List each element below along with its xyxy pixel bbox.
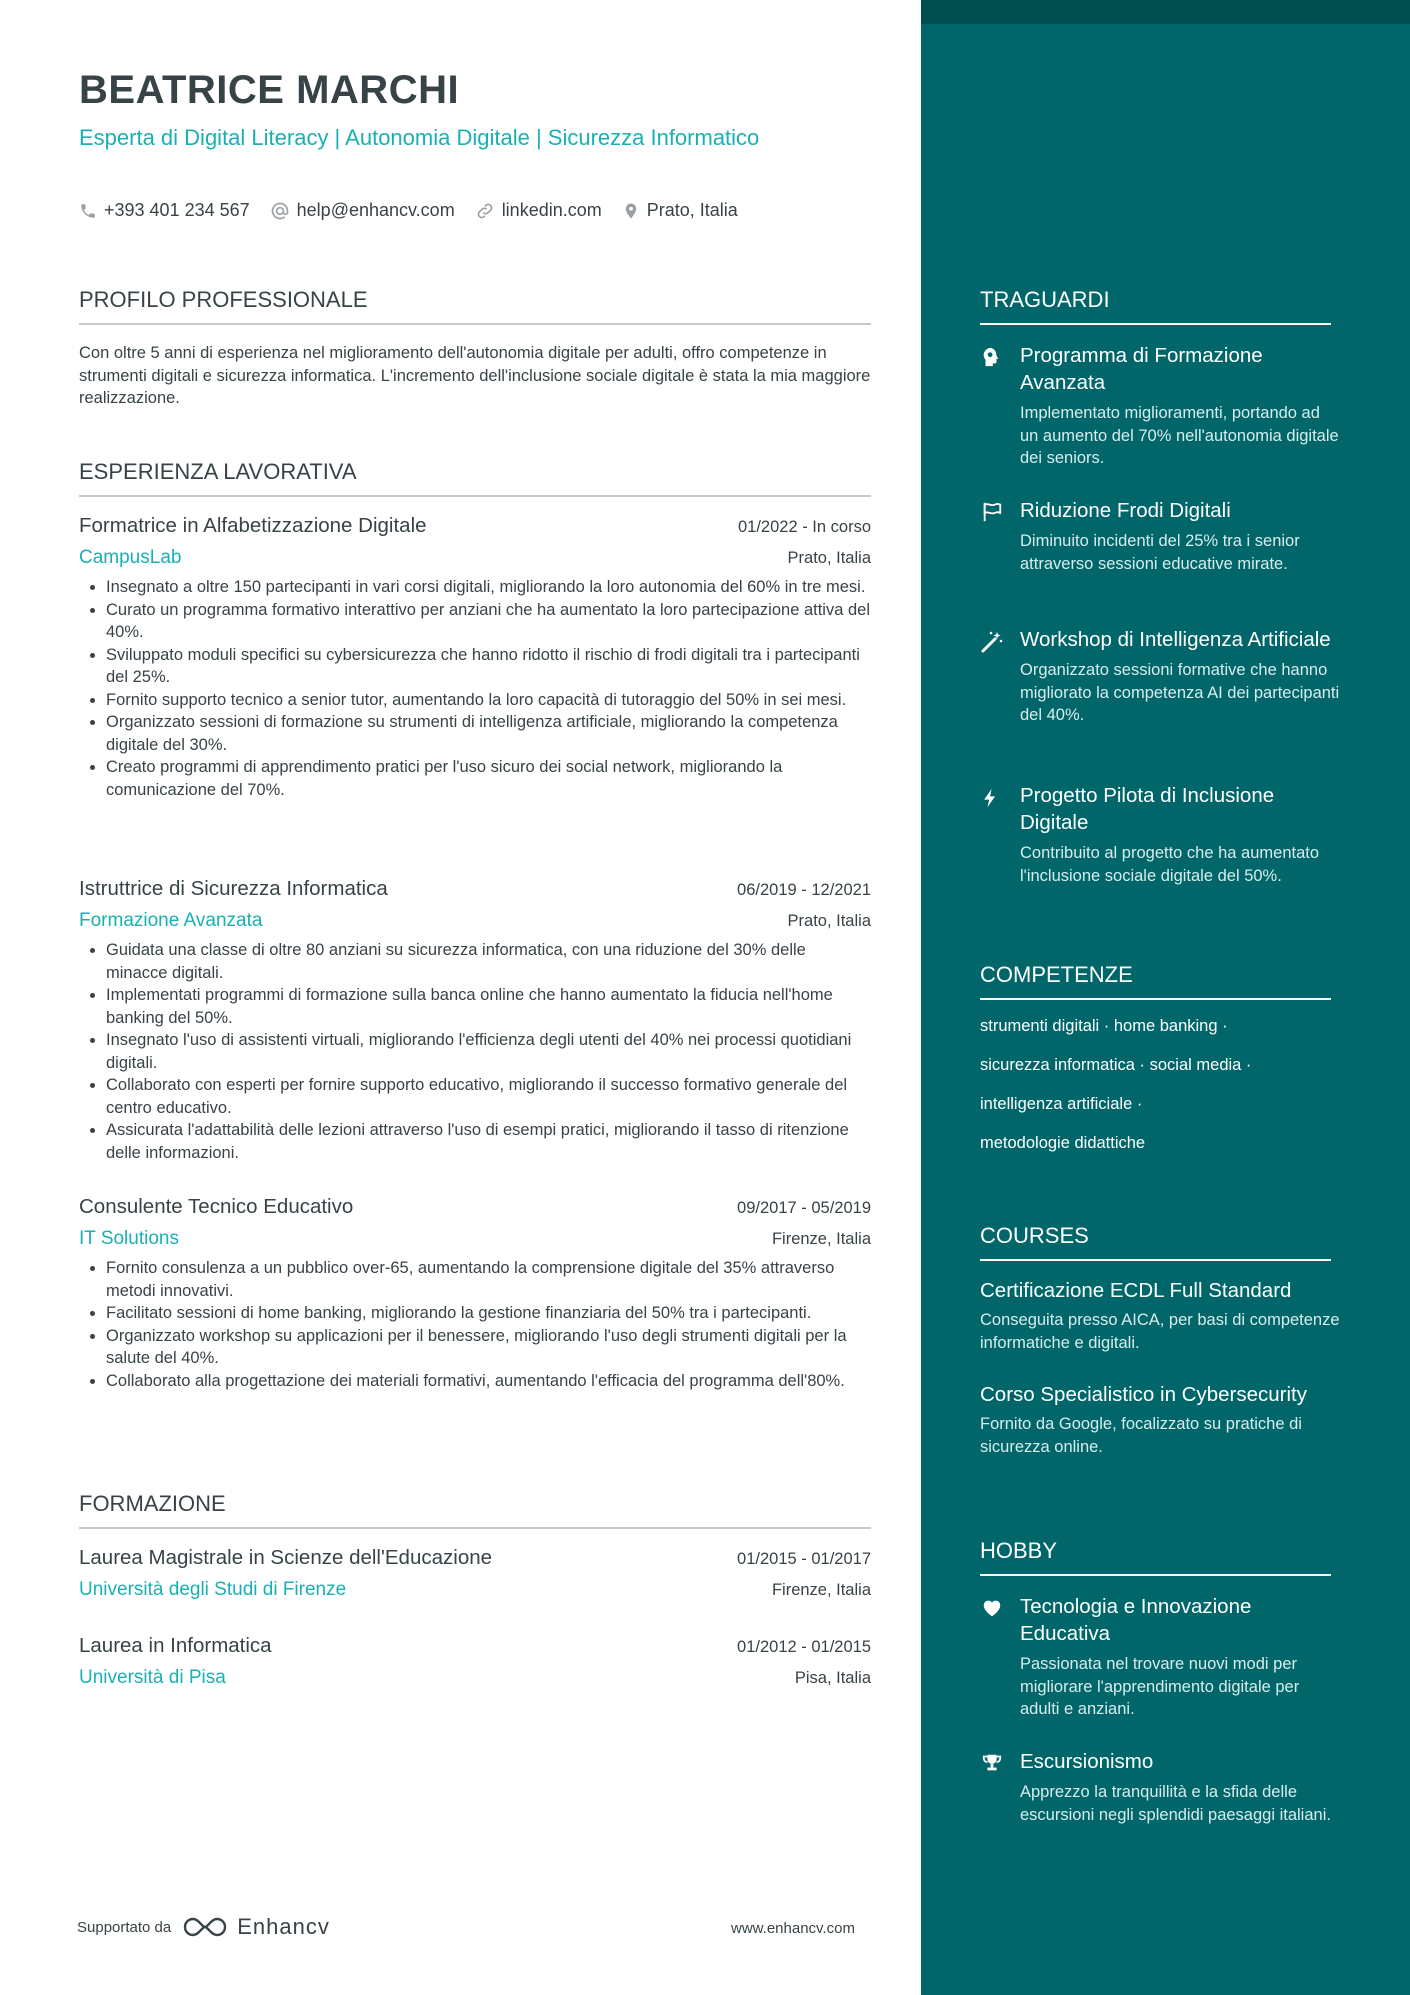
skill-line: metodologie didattiche <box>980 1134 1146 1152</box>
job-bullet: • Assicurata l'adattabilità delle lezioni attraverso l'uso di esempi pratici, migliorando il tasso di ritenzione delle informazioni. <box>106 1119 871 1164</box>
achievement-desc: Diminuito incidenti del 25% tra i senior attraverso sessioni educative mirate. <box>1020 532 1300 573</box>
course-title: Certificazione ECDL Full Standard <box>980 1279 1292 1302</box>
job-bullet: • Organizzato sessioni di formazione su strumenti di intelligenza artificiale, migliorando la competenza digitale del 30%. <box>106 711 871 756</box>
hobbies-section-title: HOBBY <box>980 1538 1331 1576</box>
achievement-desc: Organizzato sessioni formative che hanno migliorato la competenza AI dei partecipanti del 40%. <box>1020 661 1340 724</box>
sidebar-top-band <box>921 0 1410 24</box>
job-bullet: • Curato un programma formativo interattivo per anziani che ha aumentato la loro partecipazione attiva del 40%. <box>106 599 871 644</box>
hobby-item <box>980 1593 1340 1721</box>
footer-website[interactable]: www.enhancv.com <box>731 1920 855 1937</box>
degree-dates: 01/2015 - 01/2017 <box>737 1550 871 1568</box>
at-icon <box>270 201 290 221</box>
job-dates: 01/2022 - In corso <box>738 518 871 536</box>
skill-line: intelligenza artificiale · <box>980 1095 1143 1113</box>
magic-wand-icon <box>980 630 1004 654</box>
job-location: Firenze, Italia <box>771 1230 871 1248</box>
contact-linkedin[interactable] <box>475 200 602 221</box>
trophy-icon <box>980 1752 1004 1774</box>
phone-icon <box>79 202 97 220</box>
job-bullet: • Collaborato con esperti per fornire supporto educativo, migliorando il successo formativo generale del centro educativo. <box>106 1074 871 1119</box>
achievement-item <box>980 626 1340 727</box>
achievement-item <box>980 782 1340 887</box>
courses-section-title: COURSES <box>980 1223 1331 1261</box>
job-bullet: • Organizzato workshop su applicazioni per il benessere, migliorando l'uso degli strumenti digitali per la salute del 40%. <box>106 1325 871 1370</box>
course-desc: Fornito da Google, focalizzato su pratiche di sicurezza online. <box>980 1415 1302 1456</box>
experience-section-title: ESPERIENZA LAVORATIVA <box>79 459 871 497</box>
school-location: Pisa, Italia <box>794 1669 871 1687</box>
skills-list <box>980 1014 1340 1170</box>
hobby-title: Tecnologia e Innovazione Educativa <box>1020 1595 1252 1645</box>
achievement-desc: Implementato miglioramenti, portando ad un aumento del 70% nell'autonomia digitale dei seniors. <box>1020 404 1339 467</box>
job-company: IT Solutions <box>79 1228 179 1249</box>
skills-section-title: COMPETENZE <box>980 962 1331 1000</box>
contact-email-text: help@enhancv.com <box>296 200 455 220</box>
skill-line: strumenti digitali · home banking · <box>980 1017 1228 1035</box>
job-bullets <box>79 939 871 1164</box>
achievement-title: Workshop di Intelligenza Artificiale <box>1020 628 1331 651</box>
hobby-title: Escursionismo <box>1020 1750 1154 1773</box>
achievement-item <box>980 342 1340 470</box>
hobby-desc: Apprezzo la tranquillità e la sfida delle escursioni negli splendidi paesaggi italiani. <box>1020 1783 1331 1824</box>
job-bullet: • Guidata una classe di oltre 80 anziani su sicurezza informatica, con una riduzione del 30% delle minacce digitali. <box>106 939 871 984</box>
contact-phone[interactable] <box>79 200 250 221</box>
experience-entry <box>79 877 871 1164</box>
contact-bar <box>79 200 758 221</box>
education-entry <box>79 1546 871 1601</box>
achievements-section-title: TRAGUARDI <box>980 287 1331 325</box>
achievement-desc: Contribuito al progetto che ha aumentato l'inclusione sociale digitale del 50%. <box>1020 844 1320 885</box>
job-bullet: • Collaborato alla progettazione dei materiali formativi, aumentando l'efficacia del programma dell'80%. <box>106 1370 871 1393</box>
summary-section-title: PROFILO PROFESSIONALE <box>79 287 871 325</box>
achievement-title: Progetto Pilota di Inclusione Digitale <box>1020 784 1275 834</box>
skill-line: sicurezza informatica · social media · <box>980 1056 1252 1074</box>
degree-title: Laurea Magistrale in Scienze dell'Educazione <box>79 1546 493 1569</box>
achievement-item <box>980 497 1340 575</box>
footer-branding <box>77 1914 330 1940</box>
degree-dates: 01/2012 - 01/2015 <box>737 1638 871 1656</box>
job-bullet: • Fornito supporto tecnico a senior tutor, aumentando la loro capacità di tutoraggio del 50% in sei mesi. <box>106 689 871 712</box>
location-icon <box>622 201 640 221</box>
job-location: Prato, Italia <box>787 549 871 567</box>
link-icon <box>475 201 495 221</box>
achievement-title: Programma di Formazione Avanzata <box>1020 344 1263 394</box>
course-desc: Conseguita presso AICA, per basi di competenze informatiche e digitali. <box>980 1311 1340 1352</box>
school-name: Università degli Studi di Firenze <box>79 1579 347 1600</box>
school-location: Firenze, Italia <box>771 1581 871 1599</box>
education-section-title: FORMAZIONE <box>79 1491 871 1529</box>
course-item <box>980 1277 1340 1354</box>
job-bullet: • Creato programmi di apprendimento pratici per l'uso sicuro dei social network, migliorando la comunicazione del 70%. <box>106 756 871 801</box>
job-company: CampusLab <box>79 547 182 568</box>
powered-by-text: Supportato da <box>77 1918 172 1936</box>
job-bullet: • Insegnato a oltre 150 partecipanti in vari corsi digitali, migliorando la loro autonomia del 60% in tre mesi. <box>106 576 871 599</box>
school-name: Università di Pisa <box>79 1667 226 1688</box>
experience-entry <box>79 1195 871 1392</box>
brand-name: Enhancv <box>237 1914 330 1939</box>
degree-title: Laurea in Informatica <box>79 1634 272 1657</box>
job-bullets <box>79 1257 871 1392</box>
job-bullet: • Sviluppato moduli specifici su cybersicurezza che hanno ridotto il rischio di frodi digitali tra i partecipanti del 25%. <box>106 644 871 689</box>
contact-phone-text: +393 401 234 567 <box>104 200 250 220</box>
job-company: Formazione Avanzata <box>79 910 263 931</box>
headline: Esperta di Digital Literacy | Autonomia Digitale | Sicurezza Informatico <box>79 125 760 150</box>
candidate-name: BEATRICE MARCHI <box>79 68 460 112</box>
job-title: Istruttrice di Sicurezza Informatica <box>79 877 388 900</box>
flag-icon <box>980 501 1004 523</box>
course-item <box>980 1381 1340 1458</box>
contact-location <box>622 200 738 221</box>
enhancv-logo-icon <box>181 1915 229 1939</box>
job-location: Prato, Italia <box>787 912 871 930</box>
job-bullet: • Implementati programmi di formazione sulla banca online che hanno aumentato la fiducia nell'home banking del 50%. <box>106 984 871 1029</box>
job-title: Formatrice in Alfabetizzazione Digitale <box>79 514 427 537</box>
sidebar-column <box>921 0 1410 1995</box>
contact-location-text: Prato, Italia <box>646 200 738 220</box>
hobby-desc: Passionata nel trovare nuovi modi per migliorare l'apprendimento digitale per adulti e anziani. <box>1020 1655 1300 1718</box>
job-bullets <box>79 576 871 801</box>
hobby-item <box>980 1748 1340 1826</box>
lightbulb-head-icon <box>980 346 1002 368</box>
achievement-title: Riduzione Frodi Digitali <box>1020 499 1231 522</box>
job-bullet: • Insegnato l'uso di assistenti virtuali, migliorando l'efficienza degli utenti del 40% nei processi quotidiani digitali. <box>106 1029 871 1074</box>
education-entry <box>79 1634 871 1689</box>
experience-entry <box>79 514 871 801</box>
course-title: Corso Specialistico in Cybersecurity <box>980 1383 1307 1406</box>
brand-logo[interactable] <box>181 1914 330 1940</box>
job-dates: 09/2017 - 05/2019 <box>737 1199 871 1217</box>
contact-email[interactable] <box>270 200 455 221</box>
job-bullet: • Fornito consulenza a un pubblico over-65, aumentando la comprensione digitale del 35% attraverso metodi innovativi. <box>106 1257 871 1302</box>
lightning-icon <box>980 786 1000 810</box>
job-title: Consulente Tecnico Educativo <box>79 1195 354 1218</box>
summary-text: Con oltre 5 anni di esperienza nel miglioramento dell'autonomia digitale per adulti, offro competenze in strumenti digitali e sicurezza informatica. L'incremento dell'inclusione sociale digitale è stata la mia maggiore realizzazione. <box>79 344 871 407</box>
heart-icon <box>980 1597 1004 1619</box>
job-dates: 06/2019 - 12/2021 <box>737 881 871 899</box>
contact-linkedin-text: linkedin.com <box>501 200 602 220</box>
job-bullet: • Facilitato sessioni di home banking, migliorando la gestione finanziaria del 50% tra i partecipanti. <box>106 1302 871 1325</box>
